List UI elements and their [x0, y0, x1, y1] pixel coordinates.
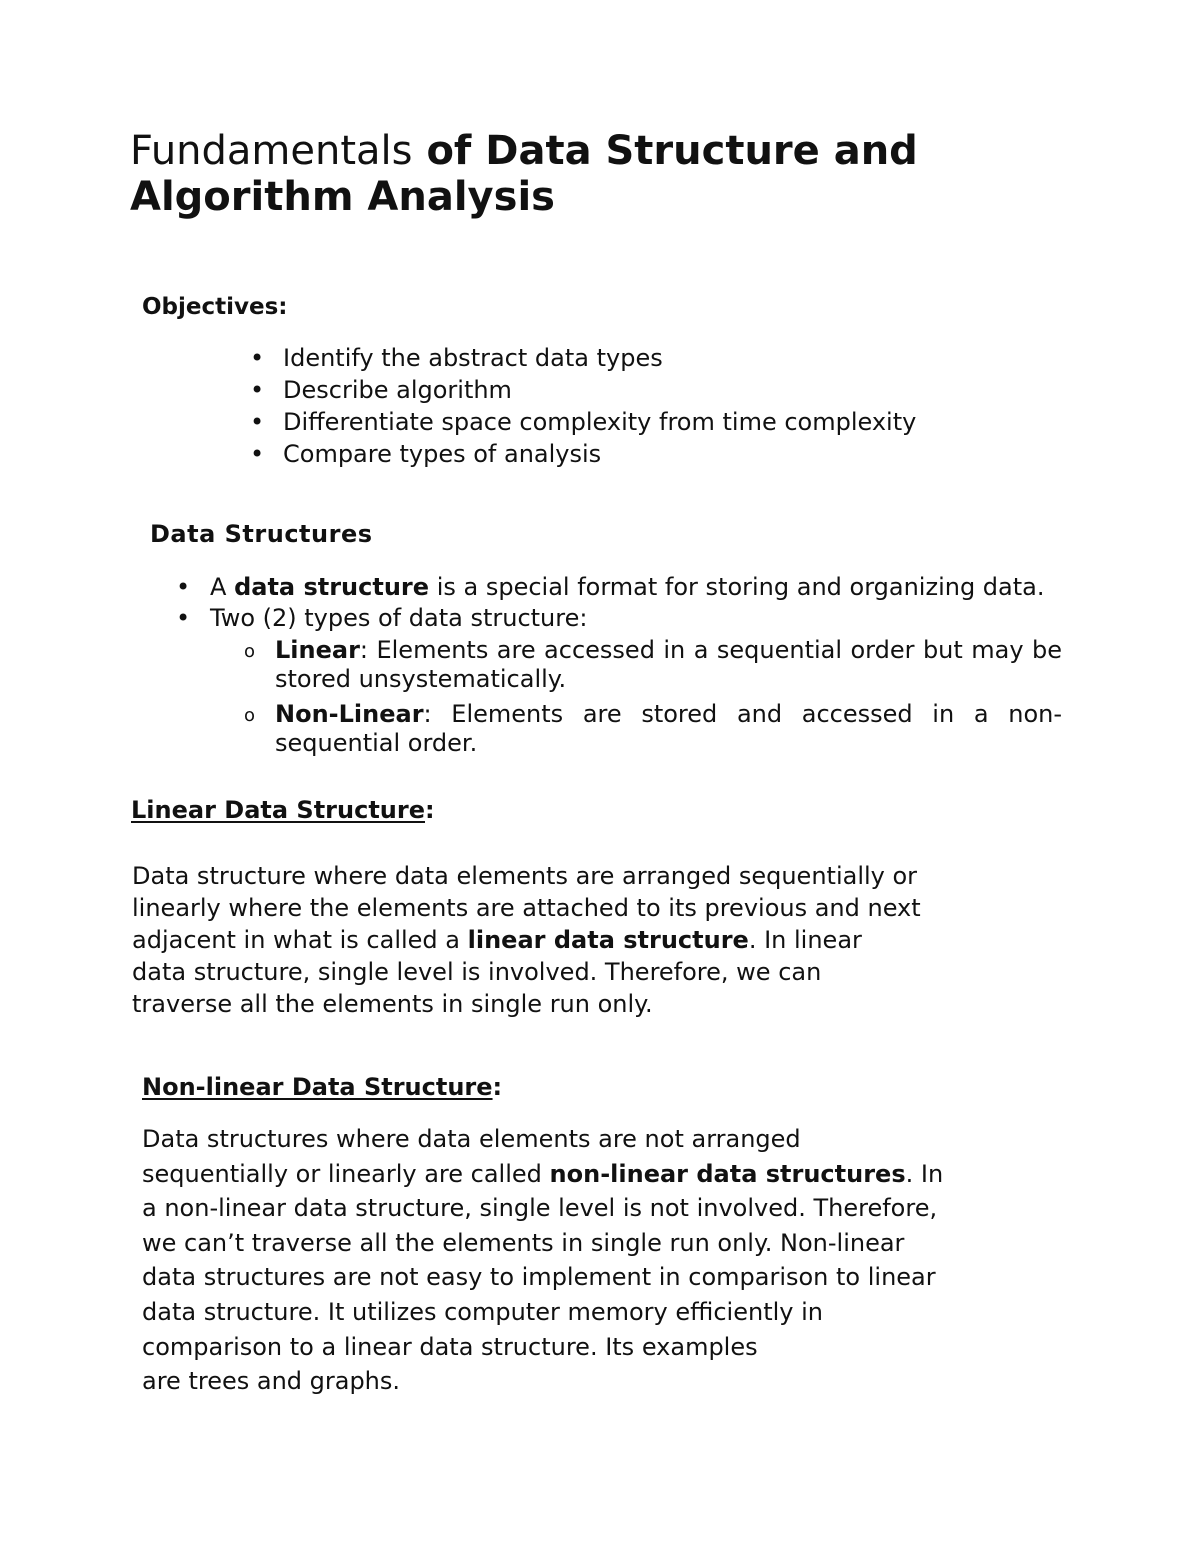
title-bold-line1: of Data Structure and — [426, 128, 918, 174]
nonlinear-line: comparison to a linear data structure. Its examples — [142, 1332, 758, 1361]
nonlinear-line: we can’t traverse all the elements in single run only. Non-linear — [142, 1228, 905, 1257]
data-structures-list — [176, 574, 1062, 764]
objective-item: • Identify the abstract data types — [250, 342, 916, 374]
linear-section-heading — [131, 796, 435, 824]
linear-line3-pre: adjacent in what is called a — [132, 926, 460, 954]
nonlinear-desc: : Elements are stored and accessed in a non-sequential order. — [275, 700, 1062, 757]
types-bullet — [176, 605, 1062, 758]
linear-heading-colon: : — [425, 796, 435, 824]
objective-item: • Differentiate space complexity from time complexity — [250, 406, 916, 438]
nonlinear-term: Non-Linear — [275, 700, 424, 728]
title-light: Fundamentals — [130, 128, 413, 174]
nonlinear-line: are trees and graphs. — [142, 1367, 401, 1396]
nonlinear-line: data structure. It utilizes computer memory efficiently in — [142, 1297, 823, 1326]
nonlinear-paragraph — [142, 1122, 1082, 1399]
title-bold-line2: Algorithm Analysis — [130, 174, 555, 220]
linear-line: traverse all the elements in single run only. — [132, 990, 653, 1018]
nonlinear-heading-colon: : — [492, 1073, 503, 1101]
linear-line: linearly where the elements are attached to its previous and next — [132, 894, 921, 922]
nonlinear-type-item — [244, 700, 1062, 758]
nonlinear-line2-bold: non-linear data structures — [549, 1159, 906, 1188]
objectives-heading: Objectives: — [142, 294, 288, 320]
linear-line3-bold: linear data structure — [467, 926, 749, 954]
definition-pre: A — [210, 573, 227, 601]
types-text: Two (2) types of data structure: — [210, 604, 588, 632]
linear-desc: : Elements are accessed in a sequential order but may be stored unsystematically. — [275, 636, 1062, 693]
linear-type-item — [244, 636, 1062, 694]
linear-line3-post: . In linear — [748, 926, 862, 954]
nonlinear-line: Data structures where data elements are not arranged — [142, 1125, 801, 1153]
linear-heading-text: Linear Data Structure — [131, 796, 425, 824]
linear-line: Data structure where data elements are arranged sequentially or — [132, 862, 918, 890]
nonlinear-line: data structures are not easy to implement in comparison to linear — [142, 1263, 936, 1292]
nonlinear-heading-text: Non-linear Data Structure — [142, 1073, 493, 1101]
document-title — [130, 128, 918, 220]
objectives-list — [250, 342, 916, 470]
definition-bullet — [176, 574, 1062, 601]
nonlinear-line2-post: . In — [905, 1159, 944, 1188]
data-structures-heading: Data Structures — [150, 520, 373, 548]
definition-post: is a special format for storing and organizing data. — [436, 573, 1045, 601]
nonlinear-line: a non-linear data structure, single level is not involved. Therefore, — [142, 1194, 938, 1223]
linear-paragraph — [132, 860, 1072, 1020]
linear-term: Linear — [275, 636, 360, 664]
objective-item: • Compare types of analysis — [250, 438, 916, 470]
types-sublist — [244, 636, 1062, 758]
definition-term: data structure — [234, 573, 430, 601]
nonlinear-line2-pre: sequentially or linearly are called — [142, 1159, 542, 1188]
objective-item: • Describe algorithm — [250, 374, 916, 406]
nonlinear-section-heading — [142, 1073, 502, 1101]
linear-line: data structure, single level is involved. Therefore, we can — [132, 958, 822, 986]
linear-line — [132, 924, 1072, 956]
nonlinear-line — [142, 1157, 1082, 1192]
